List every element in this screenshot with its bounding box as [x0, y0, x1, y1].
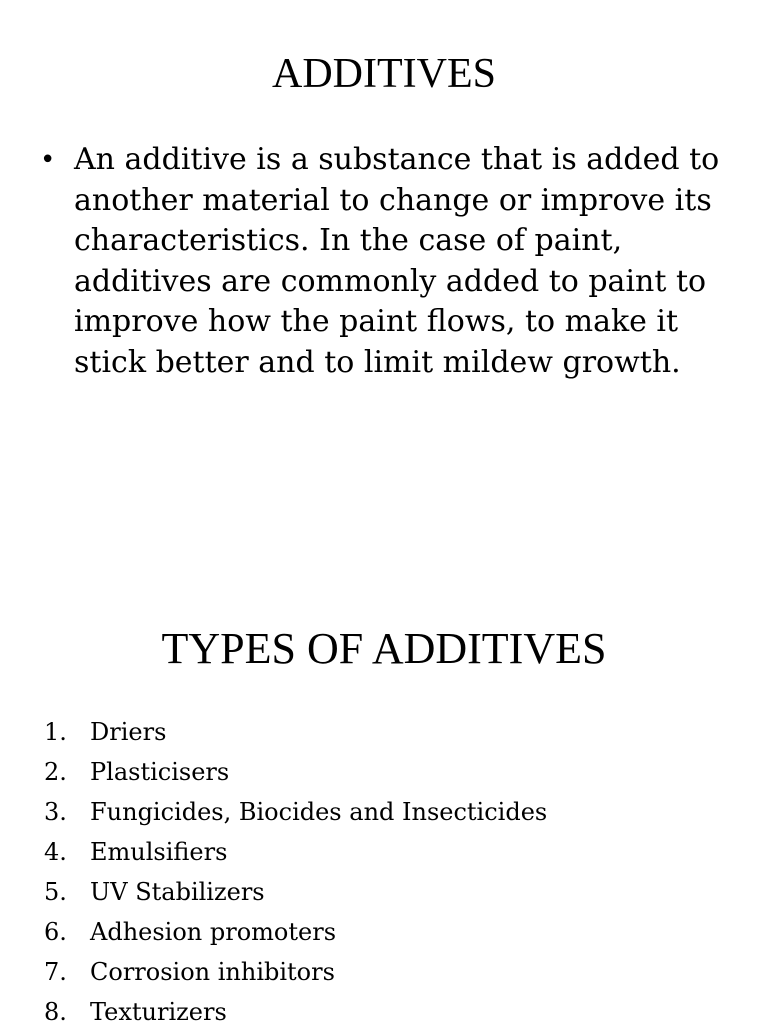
list-item-number: 7.	[44, 958, 67, 986]
list-item	[44, 952, 547, 992]
list-item-number: 8.	[44, 998, 67, 1026]
list-item-label: Texturizers	[90, 998, 227, 1026]
list-item	[44, 752, 547, 792]
list-item	[44, 792, 547, 832]
list-item-label: Fungicides, Biocides and Insecticides	[90, 798, 548, 826]
list-item-label: Emulsifiers	[90, 838, 228, 866]
list-item-label: Driers	[90, 718, 167, 746]
list-item	[44, 912, 547, 952]
bullet-icon: •	[40, 145, 56, 175]
list-item-number: 1.	[44, 718, 67, 746]
definition-text: An additive is a substance that is added to another material to change or improve its characteristics. In the case of paint, additives are commonly added to paint to improve how the paint flows, to make it stick better and to limit mildew growth.	[74, 142, 720, 380]
list-item-number: 3.	[44, 798, 67, 826]
list-item-number: 4.	[44, 838, 67, 866]
definition-bullet	[40, 140, 730, 384]
page-title: ADDITIVES	[272, 51, 496, 97]
list-item-label: Adhesion promoters	[90, 918, 337, 946]
list-item-label: UV Stabilizers	[90, 878, 265, 906]
list-item	[44, 992, 547, 1032]
list-item-label: Corrosion inhibitors	[90, 958, 335, 986]
list-item	[44, 872, 547, 912]
section-title: TYPES OF ADDITIVES	[161, 624, 607, 673]
slide-types-of-additives	[0, 560, 768, 1024]
list-item	[44, 712, 547, 752]
additive-types-list	[44, 712, 547, 1032]
list-item-number: 5.	[44, 878, 67, 906]
list-item-number: 2.	[44, 758, 67, 786]
list-item-number: 6.	[44, 918, 67, 946]
list-item-label: Plasticisers	[90, 758, 230, 786]
list-item	[44, 832, 547, 872]
